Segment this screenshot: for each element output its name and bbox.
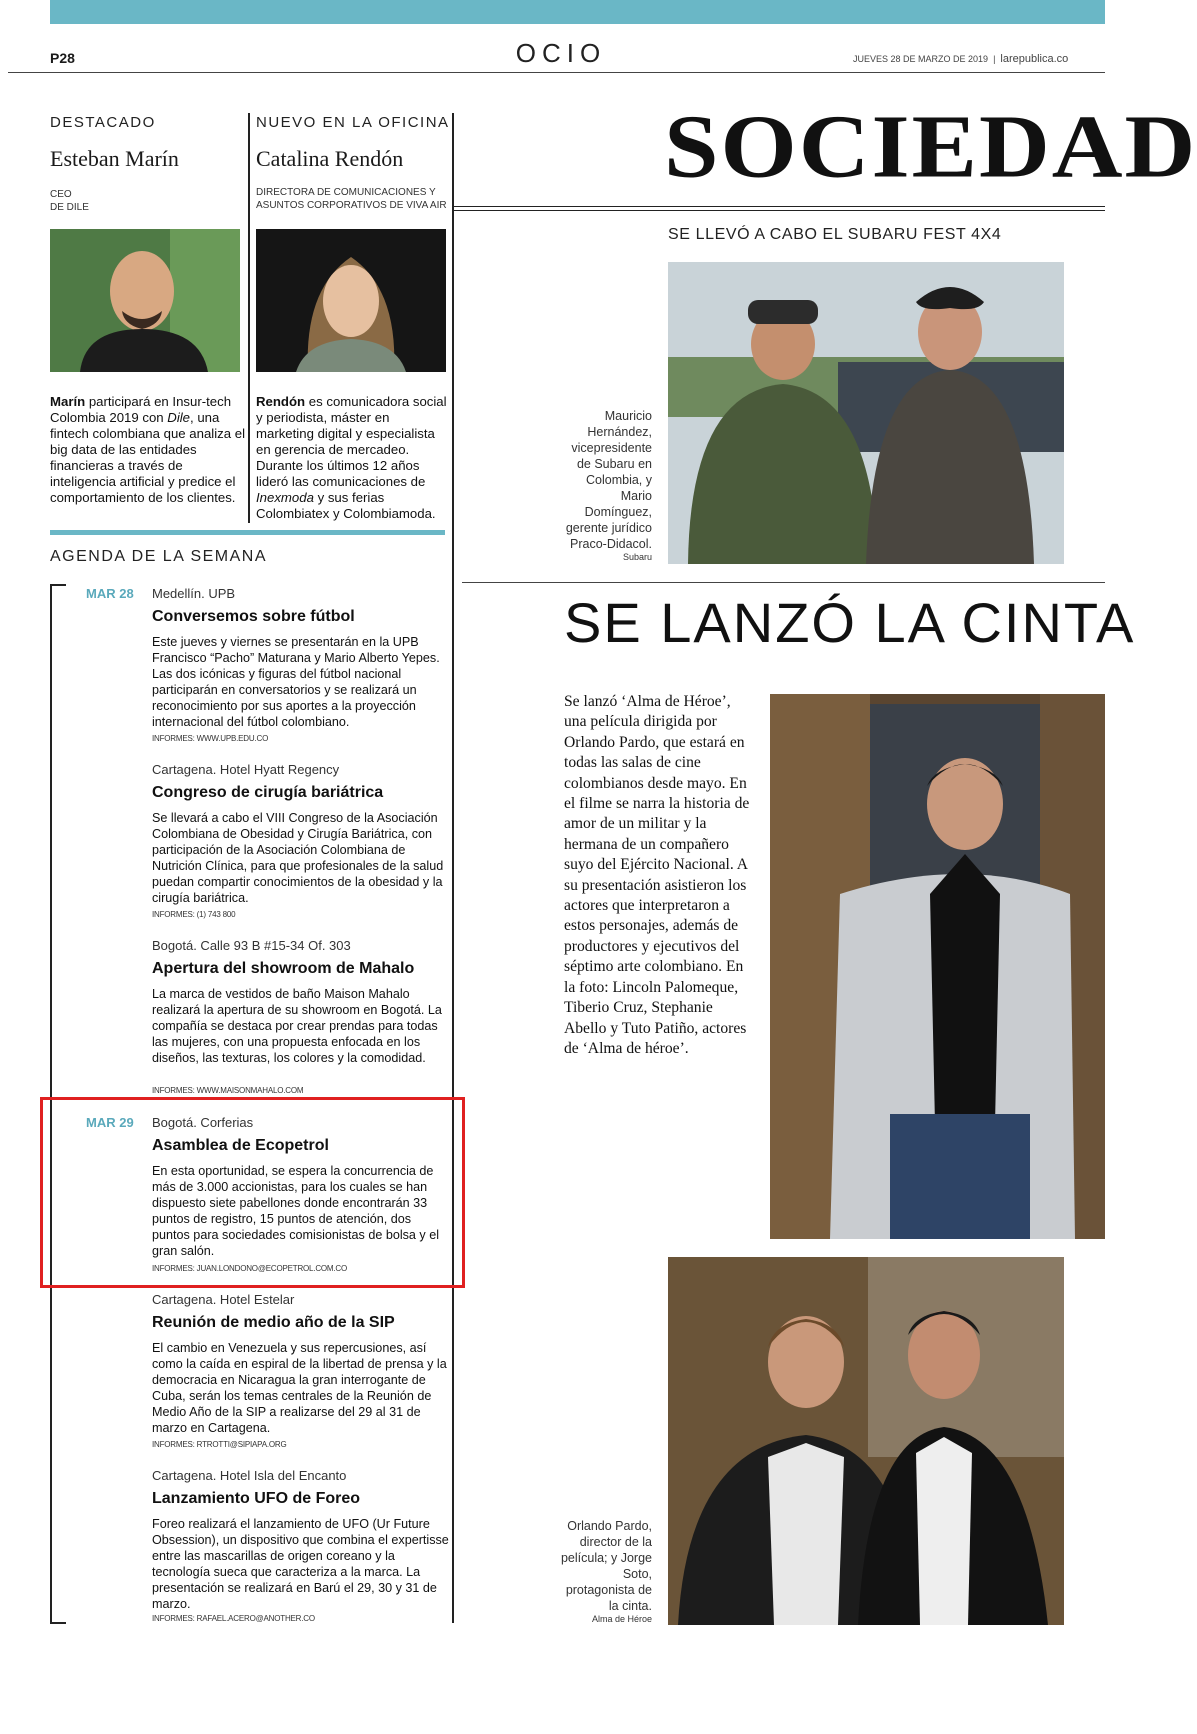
nuevo-body-1: es comunicadora social y periodista, máster en marketing digital y especialista en gerencia de mercadeo. Durante los últimos 12 años lideró las comunicaciones de	[256, 394, 447, 489]
column-divider	[248, 113, 250, 523]
issue-date: JUEVES 28 DE MARZO DE 2019	[853, 54, 989, 64]
subaru-headline: SE LLEVÓ A CABO EL SUBARU FEST 4X4	[668, 226, 1002, 243]
sociedad-title: SOCIEDAD	[664, 97, 1197, 197]
event-info: INFORMES: WWW.MAISONMAHALO.COM	[152, 1086, 304, 1095]
nuevo-body-italic: Inexmoda	[256, 490, 314, 505]
subaru-photo	[668, 262, 1064, 564]
destacado-body-bold: Marín	[50, 394, 86, 409]
page-number: P28	[50, 50, 75, 66]
nuevo-role	[256, 186, 447, 212]
cinta-body: Se lanzó ‘Alma de Héroe’, una película dirigida por Orlando Pardo, que estará en todas las salas de cine colombianos desde mayo. En el filme se narra la historia de amor de un militar y la hermana de un compañero suyo del Ejército Nacional. A su presentación asistieron los actores que interpretaron a estos personajes, además de productores y ejecutivos del séptimo arte colombiano. En la foto: Lincoln Palomeque, Tiberio Cruz, Stephanie Abello y Tuto Patiño, actores de ‘Alma de héroe’.	[564, 693, 750, 1057]
header-dateline: JUEVES 28 DE MARZO DE 2019 | larepublica.co	[853, 53, 1069, 65]
destacado-body-1: participará en Insur-tech Colombia 2019 con	[50, 394, 232, 425]
destacado-name: Esteban Marín	[50, 146, 179, 171]
event-title: Congreso de cirugía bariátrica	[152, 784, 384, 801]
event-body: Este jueves y viernes se presentarán en la UPB Francisco “Pacho” Maturana y Mario Alberto Yepes. Las dos icónicas y figuras del fútbol nacional participarán en conversatorios y se realizará un reconocimiento por sus aportes a la proyección internacional del fútbol colombiano.	[152, 635, 440, 729]
event-location: Bogotá. Calle 93 B #15-34 Of. 303	[152, 938, 351, 953]
bracket-top	[50, 584, 66, 586]
event-info: INFORMES: WWW.UPB.EDU.CO	[152, 734, 269, 743]
event-location: Medellín. UPB	[152, 586, 236, 601]
event-title: Apertura del showroom de Mahalo	[152, 960, 415, 977]
destacado-photo	[50, 229, 240, 372]
premiere-actors-image	[770, 694, 1105, 1239]
nuevo-name: Catalina Rendón	[256, 146, 404, 171]
event-title: Conversemos sobre fútbol	[152, 608, 355, 625]
nuevo-kicker: NUEVO EN LA OFICINA	[256, 114, 450, 131]
nuevo-role-line1: DIRECTORA DE COMUNICACIONES Y	[256, 187, 436, 198]
destacado-role-line1: CEO	[50, 189, 72, 200]
nuevo-body-bold: Rendón	[256, 394, 306, 409]
top-color-band	[50, 0, 1105, 24]
highlight-box	[40, 1097, 465, 1288]
destacado-body	[50, 394, 245, 506]
event-body: La marca de vestidos de baño Maison Mahalo realizará la apertura de su showroom en Bogotá. La compañía se destaca por crear prendas para todas las mujeres, con una propuesta enfocada en los diseños, las texturas, los colores y la comodidad.	[152, 987, 442, 1065]
event-title: Reunión de medio año de la SIP	[152, 1314, 395, 1331]
event-location: Cartagena. Hotel Isla del Encanto	[152, 1468, 347, 1483]
catalina-portrait-image	[256, 229, 446, 372]
header-rule	[8, 72, 1105, 73]
event-title: Asamblea de Ecopetrol	[152, 1137, 329, 1154]
event-location: Bogotá. Corferias	[152, 1115, 254, 1130]
story-divider	[462, 582, 1105, 583]
event-body: El cambio en Venezuela y sus repercusiones, así como la caída en espiral de la libertad de prensa y la democracia en Nicaragua la gran interrogante de Cuba, serán los temas centrales de la Reunión de Medio Año de la SIP a realizarse del 29 al 31 de marzo en Cartagena.	[152, 1341, 447, 1435]
event-info: INFORMES: RTROTTI@SIPIAPA.ORG	[152, 1440, 287, 1449]
subaru-event-image	[668, 262, 1064, 564]
event-body: Foreo realizará el lanzamiento de UFO (Ur Future Obsession), un dispositivo que combina el expertisse entre las mascarillas de origen coreano y la tecnología sueca que caracteriza a la marca. La presentación se realizará en Barú el 29, 30 y 31 de marzo.	[152, 1517, 449, 1611]
bracket-bottom	[50, 1622, 66, 1624]
left-column-rule	[452, 113, 454, 1623]
destacado-kicker: DESTACADO	[50, 114, 156, 131]
nuevo-role-line2: ASUNTOS CORPORATIVOS DE VIVA AIR	[256, 200, 447, 211]
event-location: Cartagena. Hotel Estelar	[152, 1292, 295, 1307]
nuevo-body-2: y sus ferias Colombiatex y Colombiamoda.	[256, 490, 436, 521]
event-body: Se llevará a cabo el VIII Congreso de la Asociación Colombiana de Obesidad y Cirugía Bariátrica, con participación de la Asociación Colombiana de Nutrición Clínica, para que profesionales de la salud puedan compartir conocimientos de la obesidad y la cirugía bariátrica.	[152, 811, 444, 905]
esteban-portrait-image	[50, 229, 240, 372]
director-actor-image	[668, 1257, 1064, 1625]
event-date: MAR 29	[86, 1115, 134, 1130]
section-title: OCIO	[515, 38, 607, 68]
event-info: INFORMES: JUAN.LONDONO@ECOPETROL.COM.CO	[152, 1264, 348, 1273]
event-title: Lanzamiento UFO de Foreo	[152, 1490, 361, 1507]
destacado-body-italic: Dile	[167, 410, 191, 425]
director-photo	[668, 1257, 1064, 1625]
destacado-body-2: , una fintech colombiana que analiza el big data de las entidades financieras a través de inteligencia artificial y predice el comportamiento de los clientes.	[50, 410, 246, 505]
nuevo-photo	[256, 229, 446, 372]
cinta-credit: Alma de Héroe	[591, 1614, 652, 1624]
destacado-role	[50, 188, 89, 214]
event-info: INFORMES: (1) 743 800	[152, 910, 236, 919]
subaru-credit: Subaru	[622, 552, 652, 562]
event-location: Cartagena. Hotel Hyatt Regency	[152, 762, 340, 777]
destacado-role-line2: DE DILE	[50, 202, 89, 213]
event-body: En esta oportunidad, se espera la concurrencia de más de 3.000 accionistas, para los cuales se han dispuesto siete pabellones donde encontrarán 33 puntos de registro, 15 puntos de atención, dos puntos para sociedades comisionistas de bolsa y el gran salón.	[152, 1164, 440, 1258]
cinta-photo	[770, 694, 1105, 1239]
sociedad-rule-top	[454, 206, 1105, 207]
cinta-headline: SE LANZÓ LA CINTA	[564, 591, 1136, 654]
cinta-caption: Orlando Pardo, director de la película; y Jorge Soto, protagonista de la cinta.	[560, 1519, 652, 1613]
event-info: INFORMES: RAFAEL.ACERO@ANOTHER.CO	[152, 1614, 315, 1623]
agenda-title: AGENDA DE LA SEMANA	[50, 548, 268, 565]
subaru-caption: Mauricio Hernández, vicepresidente de Subaru en Colombia, y Mario Domínguez, gerente jurídico Praco-Didacol.	[565, 409, 652, 551]
site-link[interactable]: larepublica.co	[1000, 53, 1069, 65]
event-date: MAR 28	[86, 586, 134, 601]
sociedad-rule-bottom	[454, 210, 1105, 211]
agenda-accent-bar	[50, 530, 445, 535]
nuevo-body	[256, 394, 448, 522]
